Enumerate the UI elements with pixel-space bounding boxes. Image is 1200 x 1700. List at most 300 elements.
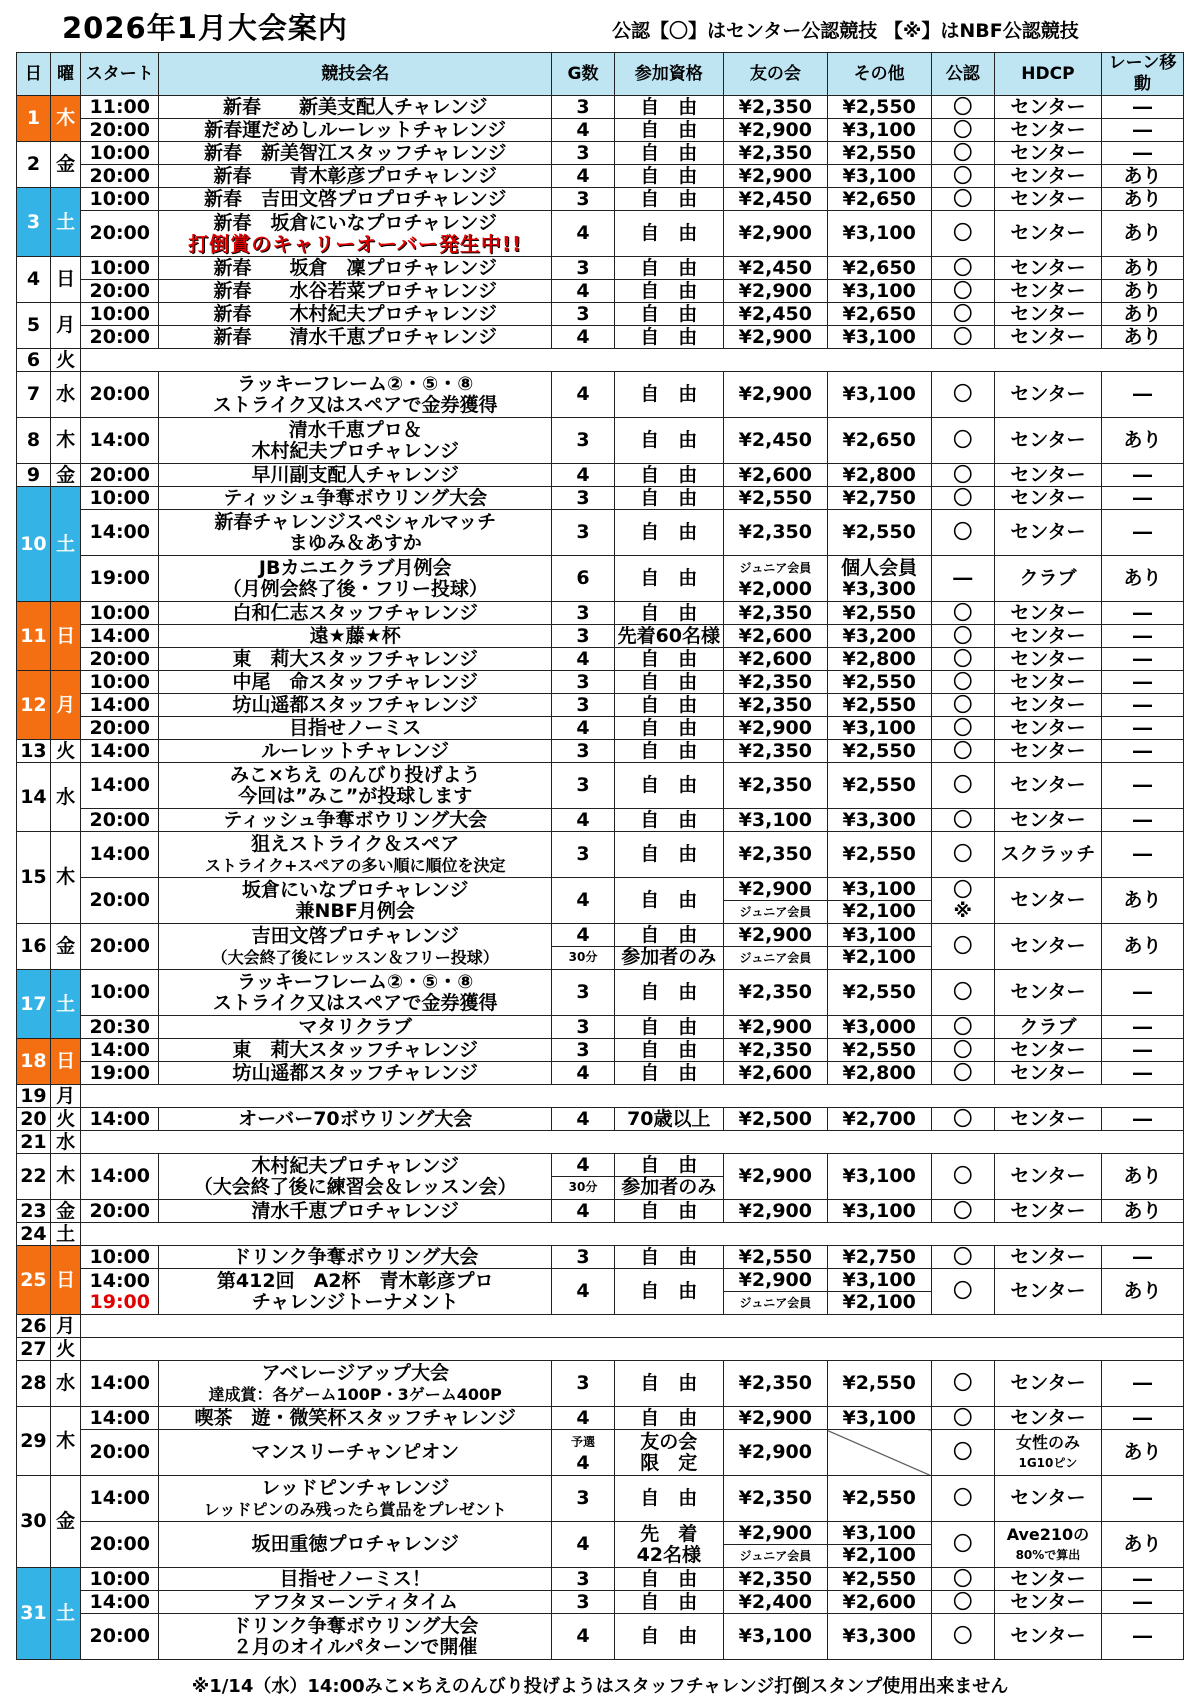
col-eligibility: 参加資格 <box>614 53 723 96</box>
day-number: 2 <box>17 142 51 188</box>
games: 3 <box>552 1246 614 1269</box>
event-name: 新春 坂倉 凜プロチャレンジ <box>159 257 552 280</box>
start-time: 14:00 <box>81 1108 159 1131</box>
other-fee: ¥2,550 <box>827 1039 931 1062</box>
table-cell: 3 <box>552 832 614 878</box>
event-name <box>159 1269 552 1315</box>
table-row <box>17 1476 1184 1522</box>
member-fee: ¥2,900 <box>723 372 827 418</box>
table-cell: 〇 <box>931 1269 994 1315</box>
cell-line: JBカニエクラブ月例会 <box>258 556 452 579</box>
table-row <box>17 280 1184 303</box>
eligibility: 自 由 <box>614 602 723 625</box>
event-name: 新春 吉田文啓プロプロチャレンジ <box>159 188 552 211</box>
games: 3 <box>552 763 614 809</box>
table-cell: センター <box>994 1154 1101 1200</box>
cell-line: まゆみ＆あすか <box>288 531 422 554</box>
member-fee: ¥2,350 <box>723 1039 827 1062</box>
table-header-row <box>17 53 1184 96</box>
other-fee: ¥3,100 <box>827 372 931 418</box>
event-name <box>159 763 552 809</box>
other-fee: ¥3,100 <box>827 1407 931 1430</box>
col-dow: 曜 <box>50 53 81 96</box>
start-time: 10:00 <box>81 1568 159 1591</box>
table-cell: 〇 <box>931 1522 994 1568</box>
start-time: 14:00 <box>81 740 159 763</box>
table-cell: 14:00 <box>81 1154 159 1200</box>
eligibility: 70歳以上 <box>614 1108 723 1131</box>
eligibility: 自 由 <box>614 717 723 740</box>
lane-move: あり <box>1101 188 1183 211</box>
games: 3 <box>552 694 614 717</box>
other-fee: ¥3,000 <box>827 1016 931 1039</box>
start-time: 20:00 <box>81 211 159 257</box>
lane-move: ― <box>1101 1614 1183 1660</box>
table-row <box>17 96 1184 119</box>
table-row <box>17 763 1184 809</box>
lane-move: ― <box>1101 1407 1183 1430</box>
cell-line: ¥2,900 <box>738 1521 812 1544</box>
day-of-week: 木 <box>50 418 81 464</box>
empty-day <box>81 349 1184 372</box>
games: 4 <box>552 372 614 418</box>
other-fee: ¥3,100 <box>827 717 931 740</box>
certified-mark: 〇 <box>931 717 994 740</box>
games: 4 <box>552 1062 614 1085</box>
table-row <box>17 717 1184 740</box>
cell-line: ドリンク争奪ボウリング大会 <box>232 1614 479 1637</box>
member-fee: ¥2,900 <box>723 280 827 303</box>
hdcp: センター <box>994 1614 1101 1660</box>
member-fee: ¥2,600 <box>723 464 827 487</box>
member-fee: ¥2,450 <box>723 257 827 280</box>
day-of-week: 金 <box>50 924 81 970</box>
day-of-week: 金 <box>50 142 81 188</box>
table-row <box>17 510 1184 556</box>
cell-line: 清水千恵プロ＆ <box>288 418 422 441</box>
table-row <box>17 625 1184 648</box>
cell-line: （大会終了後に練習会＆レッスン会） <box>193 1175 517 1198</box>
hdcp: センター <box>994 188 1101 211</box>
cell-line: レッドピンのみ残ったら賞品をプレゼント <box>203 1499 507 1519</box>
table-row <box>17 303 1184 326</box>
cell-line: ¥3,100 <box>842 878 916 900</box>
day-of-week: 火 <box>50 349 81 372</box>
event-name: 新春 青木彰彦プロチャレンジ <box>159 165 552 188</box>
certified-mark: 〇 <box>931 671 994 694</box>
eligibility: 自 由 <box>614 763 723 809</box>
table-row <box>17 878 1184 924</box>
table-cell: あり <box>1101 211 1183 257</box>
empty-day <box>81 1085 1184 1108</box>
event-name <box>159 372 552 418</box>
start-time: 10:00 <box>81 303 159 326</box>
day-of-week: 月 <box>50 1085 81 1108</box>
cell-line: 4 <box>576 1451 590 1474</box>
lane-move: ― <box>1101 1062 1183 1085</box>
day-of-week: 金 <box>50 464 81 487</box>
day-number: 21 <box>17 1131 51 1154</box>
member-fee: ¥2,350 <box>723 763 827 809</box>
cell-line: 坂倉にいなプロチャレンジ <box>241 878 469 901</box>
day-number: 25 <box>17 1246 51 1315</box>
table-cell: 自 由 <box>614 1361 723 1407</box>
event-name: 新春 新美智江スタッフチャレンジ <box>159 142 552 165</box>
day-of-week: 水 <box>50 372 81 418</box>
member-fee: ¥2,900 <box>723 1407 827 1430</box>
other-fee: ¥2,750 <box>827 1246 931 1269</box>
cell-line: 〇 <box>953 878 973 901</box>
other-fee: ¥2,550 <box>827 602 931 625</box>
start-time: 20:00 <box>81 717 159 740</box>
other-fee: ¥3,100 <box>827 165 931 188</box>
cell-line: みこ×ちえ のんびり投げよう <box>229 763 481 786</box>
day-number: 6 <box>17 349 51 372</box>
certified-mark: 〇 <box>931 303 994 326</box>
event-name <box>159 970 552 1016</box>
table-cell: 自 由 <box>614 211 723 257</box>
cell-line: ジュニア会員 <box>724 946 827 969</box>
eligibility: 自 由 <box>614 1200 723 1223</box>
lane-move: ― <box>1101 1591 1183 1614</box>
start-time: 10:00 <box>81 1246 159 1269</box>
table-row <box>17 832 1184 878</box>
eligibility: 自 由 <box>614 1614 723 1660</box>
table-row <box>17 1085 1184 1108</box>
table-row <box>17 809 1184 832</box>
table-row <box>17 188 1184 211</box>
other-fee: ¥2,600 <box>827 1591 931 1614</box>
member-fee: ¥2,900 <box>723 1200 827 1223</box>
eligibility: 自 由 <box>614 165 723 188</box>
certified-mark: 〇 <box>931 1568 994 1591</box>
table-cell: ¥2,350 <box>723 1361 827 1407</box>
member-fee: ¥2,600 <box>723 648 827 671</box>
games: 3 <box>552 1568 614 1591</box>
member-fee: ¥2,350 <box>723 740 827 763</box>
other-fee: ¥2,550 <box>827 96 931 119</box>
table-cell: センター <box>994 1476 1101 1522</box>
table-row <box>17 740 1184 763</box>
cell-line: 19:00 <box>89 1290 150 1313</box>
day-of-week: 土 <box>50 1223 81 1246</box>
day-number: 5 <box>17 303 51 349</box>
hdcp: センター <box>994 1407 1101 1430</box>
table-row <box>17 211 1184 257</box>
eligibility <box>614 1522 723 1568</box>
other-fee: ¥2,550 <box>827 1568 931 1591</box>
table-cell: ― <box>1101 832 1183 878</box>
day-of-week: 木 <box>50 832 81 924</box>
empty-day <box>81 1315 1184 1338</box>
other-fee: ¥2,750 <box>827 487 931 510</box>
cell-line: ストライク+スペアの多い順に順位を決定 <box>204 855 506 875</box>
day-number: 22 <box>17 1154 51 1200</box>
cell-line: 新春 坂倉にいなプロチャレンジ <box>213 211 497 234</box>
hdcp: センター <box>994 372 1101 418</box>
certified-mark: 〇 <box>931 1016 994 1039</box>
event-name <box>159 832 552 878</box>
eligibility: 自 由 <box>614 418 723 464</box>
day-number: 26 <box>17 1315 51 1338</box>
table-row <box>17 924 1184 970</box>
cell-line: 自 由 <box>640 1154 698 1176</box>
event-name: 喫茶 遊・微笑杯スタッフチャレンジ <box>159 1407 552 1430</box>
certified-mark: 〇 <box>931 970 994 1016</box>
games: 3 <box>552 510 614 556</box>
empty-day <box>81 1223 1184 1246</box>
hdcp: センター <box>994 303 1101 326</box>
event-name: マンスリーチャンピオン <box>159 1430 552 1476</box>
member-fee: ¥2,900 <box>723 717 827 740</box>
table-row <box>17 1108 1184 1131</box>
empty-day <box>81 1338 1184 1361</box>
other-fee: ¥2,550 <box>827 763 931 809</box>
event-name: ルーレットチャレンジ <box>159 740 552 763</box>
lane-move: あり <box>1101 165 1183 188</box>
event-name <box>159 1361 552 1407</box>
start-time: 20:00 <box>81 372 159 418</box>
lane-move: ― <box>1101 602 1183 625</box>
day-of-week: 金 <box>50 1200 81 1223</box>
table-cell: 14:00 <box>81 1476 159 1522</box>
hdcp: センター <box>994 1062 1101 1085</box>
cell-line: ※ <box>953 899 972 922</box>
other-fee: ¥2,800 <box>827 1062 931 1085</box>
member-fee: ¥2,350 <box>723 602 827 625</box>
hdcp: センター <box>994 970 1101 1016</box>
table-row <box>17 1614 1184 1660</box>
member-fee: ¥2,900 <box>723 165 827 188</box>
event-name: 清水千恵プロチャレンジ <box>159 1200 552 1223</box>
lane-move: ― <box>1101 1568 1183 1591</box>
lane-move: あり <box>1101 326 1183 349</box>
table-cell: センター <box>994 924 1101 970</box>
hdcp: センター <box>994 1039 1101 1062</box>
games: 3 <box>552 602 614 625</box>
footer-note: ※1/14（水）14:00みこ×ちえのんびり投げようはスタッフチャレンジ打倒スタンプ使用出来ません <box>191 1676 1009 1697</box>
event-name: 遠★藤★杯 <box>159 625 552 648</box>
certified-mark: 〇 <box>931 625 994 648</box>
cell-line: ¥3,100 <box>842 924 916 946</box>
table-row <box>17 326 1184 349</box>
start-time: 20:00 <box>81 280 159 303</box>
day-of-week: 土 <box>50 188 81 257</box>
cell-line: （大会終了後にレッスン＆フリー投球） <box>211 947 499 967</box>
cell-line: 友の会 <box>640 1430 698 1453</box>
event-name: ティッシュ争奪ボウリング大会 <box>159 809 552 832</box>
day-number: 11 <box>17 602 51 671</box>
table-cell: 〇 <box>931 1476 994 1522</box>
event-name: 坂田重徳プロチャレンジ <box>159 1522 552 1568</box>
day-of-week: 木 <box>50 1407 81 1476</box>
eligibility: 自 由 <box>614 119 723 142</box>
start-time: 10:00 <box>81 188 159 211</box>
cell-line: 14:00 <box>89 1269 150 1292</box>
certified-mark: 〇 <box>931 326 994 349</box>
day-of-week: 土 <box>50 970 81 1039</box>
eligibility <box>614 1154 723 1200</box>
games: 4 <box>552 1614 614 1660</box>
table-row <box>17 1246 1184 1269</box>
games: 3 <box>552 257 614 280</box>
games: 3 <box>552 740 614 763</box>
games: 3 <box>552 142 614 165</box>
lane-move: ― <box>1101 1016 1183 1039</box>
lane-move: ― <box>1101 464 1183 487</box>
day-of-week: 金 <box>50 1476 81 1568</box>
member-fee: ¥2,900 <box>723 119 827 142</box>
cell-line: ジュニア会員 <box>724 1291 827 1314</box>
cell-line: チャレンジトーナメント <box>251 1290 459 1313</box>
cell-line: 4 <box>576 924 590 946</box>
day-number: 28 <box>17 1361 51 1407</box>
start-time: 14:00 <box>81 1591 159 1614</box>
eligibility: 自 由 <box>614 1016 723 1039</box>
member-fee: ¥2,550 <box>723 1246 827 1269</box>
eligibility: 自 由 <box>614 280 723 303</box>
event-name: 新春 木村紀夫プロチャレンジ <box>159 303 552 326</box>
other-fee: ¥3,300 <box>827 809 931 832</box>
cell-line: 新春チャレンジスペシャルマッチ <box>214 510 497 533</box>
table-cell: 14:00 <box>81 832 159 878</box>
certified-mark: 〇 <box>931 648 994 671</box>
table-cell: スクラッチ <box>994 832 1101 878</box>
certified-mark: 〇 <box>931 1614 994 1660</box>
member-fee <box>723 1269 827 1315</box>
eligibility: 自 由 <box>614 1039 723 1062</box>
games: 3 <box>552 1591 614 1614</box>
table-row <box>17 349 1184 372</box>
day-of-week: 火 <box>50 1338 81 1361</box>
start-time: 14:00 <box>81 418 159 464</box>
hdcp: センター <box>994 625 1101 648</box>
games: 4 <box>552 326 614 349</box>
col-other-fee: その他 <box>827 53 931 96</box>
event-name: 早川副支配人チャレンジ <box>159 464 552 487</box>
cell-line: 予選 <box>571 1434 596 1449</box>
certified-mark: 〇 <box>931 1108 994 1131</box>
certified-mark: 〇 <box>931 119 994 142</box>
hdcp: センター <box>994 740 1101 763</box>
day-of-week: 日 <box>50 257 81 303</box>
member-fee: ¥2,350 <box>723 694 827 717</box>
games: 4 <box>552 119 614 142</box>
table-cell: 〇 <box>931 211 994 257</box>
lane-move: あり <box>1101 418 1183 464</box>
member-fee <box>723 878 827 924</box>
day-number: 27 <box>17 1338 51 1361</box>
start-time: 14:00 <box>81 625 159 648</box>
table-row <box>17 1430 1184 1476</box>
table-row <box>17 1338 1184 1361</box>
cell-line: ストライク又はスペアで金券獲得 <box>212 991 498 1014</box>
event-name <box>159 1154 552 1200</box>
member-fee: ¥2,450 <box>723 303 827 326</box>
event-name <box>159 878 552 924</box>
eligibility: 自 由 <box>614 1568 723 1591</box>
table-cell: 自 由 <box>614 556 723 602</box>
other-fee: ¥2,550 <box>827 671 931 694</box>
day-number: 3 <box>17 188 51 257</box>
cell-line: 今回は”みこ”が投球します <box>238 784 473 807</box>
day-number: 30 <box>17 1476 51 1568</box>
other-fee: ¥2,550 <box>827 970 931 1016</box>
games: 4 <box>552 809 614 832</box>
day-number: 7 <box>17 372 51 418</box>
games: 4 <box>552 1200 614 1223</box>
table-cell: ¥2,900 <box>723 1430 827 1476</box>
cell-line: 木村紀夫プロチャレンジ <box>251 439 459 462</box>
other-fee: ¥3,100 <box>827 280 931 303</box>
other-fee: ¥3,300 <box>827 1614 931 1660</box>
table-cell: 6 <box>552 556 614 602</box>
table-cell: あり <box>1101 1430 1183 1476</box>
cell-line: レッドピンチャレンジ <box>261 1476 450 1499</box>
cell-line: 参加者のみ <box>615 946 723 968</box>
event-name: 中尾 命スタッフチャレンジ <box>159 671 552 694</box>
schedule-table <box>16 52 1184 1660</box>
cell-line: ¥2,100 <box>828 1291 931 1313</box>
eligibility: 自 由 <box>614 740 723 763</box>
cell-line: ¥3,100 <box>842 1269 916 1291</box>
table-cell: 4 <box>552 1522 614 1568</box>
games: 3 <box>552 671 614 694</box>
hdcp: センター <box>994 510 1101 556</box>
day-number: 17 <box>17 970 51 1039</box>
event-name <box>159 211 552 257</box>
games: 3 <box>552 1016 614 1039</box>
event-name <box>159 556 552 602</box>
table-cell: 〇 <box>931 832 994 878</box>
table-cell: ¥2,900 <box>723 211 827 257</box>
other-fee: ¥3,100 <box>827 119 931 142</box>
games: 4 <box>552 648 614 671</box>
start-time: 10:00 <box>81 970 159 1016</box>
member-fee: ¥3,100 <box>723 809 827 832</box>
games: 3 <box>552 1039 614 1062</box>
cell-line: 達成賞：各ゲーム100P・3ゲーム400P <box>208 1384 502 1404</box>
member-fee: ¥2,600 <box>723 1062 827 1085</box>
day-of-week: 土 <box>50 1568 81 1660</box>
hdcp: センター <box>994 717 1101 740</box>
day-number: 1 <box>17 96 51 142</box>
member-fee: ¥2,350 <box>723 96 827 119</box>
table-row <box>17 648 1184 671</box>
start-time: 14:00 <box>81 763 159 809</box>
cell-line: ラッキーフレーム②・⑤・⑧ <box>237 372 474 395</box>
eligibility: 自 由 <box>614 1062 723 1085</box>
table-cell: ¥2,900 <box>723 1154 827 1200</box>
certified-mark: 〇 <box>931 1591 994 1614</box>
member-fee: ¥2,350 <box>723 671 827 694</box>
day-number: 29 <box>17 1407 51 1476</box>
other-fee-na <box>827 1430 931 1476</box>
day-number: 13 <box>17 740 51 763</box>
table-row <box>17 165 1184 188</box>
hdcp: センター <box>994 280 1101 303</box>
lane-move: あり <box>1101 280 1183 303</box>
cell-line: アベレージアップ大会 <box>261 1361 449 1384</box>
table-cell: 自 由 <box>614 1476 723 1522</box>
table-cell: センター <box>994 1269 1101 1315</box>
certified-mark: 〇 <box>931 280 994 303</box>
cell-line: 個人会員 <box>841 556 918 579</box>
certification-legend: 公認【〇】はセンター公認競技 【※】はNBF公認競技 <box>612 20 1079 42</box>
certified-mark: 〇 <box>931 763 994 809</box>
table-cell: 4 <box>552 211 614 257</box>
lane-move: ― <box>1101 372 1183 418</box>
